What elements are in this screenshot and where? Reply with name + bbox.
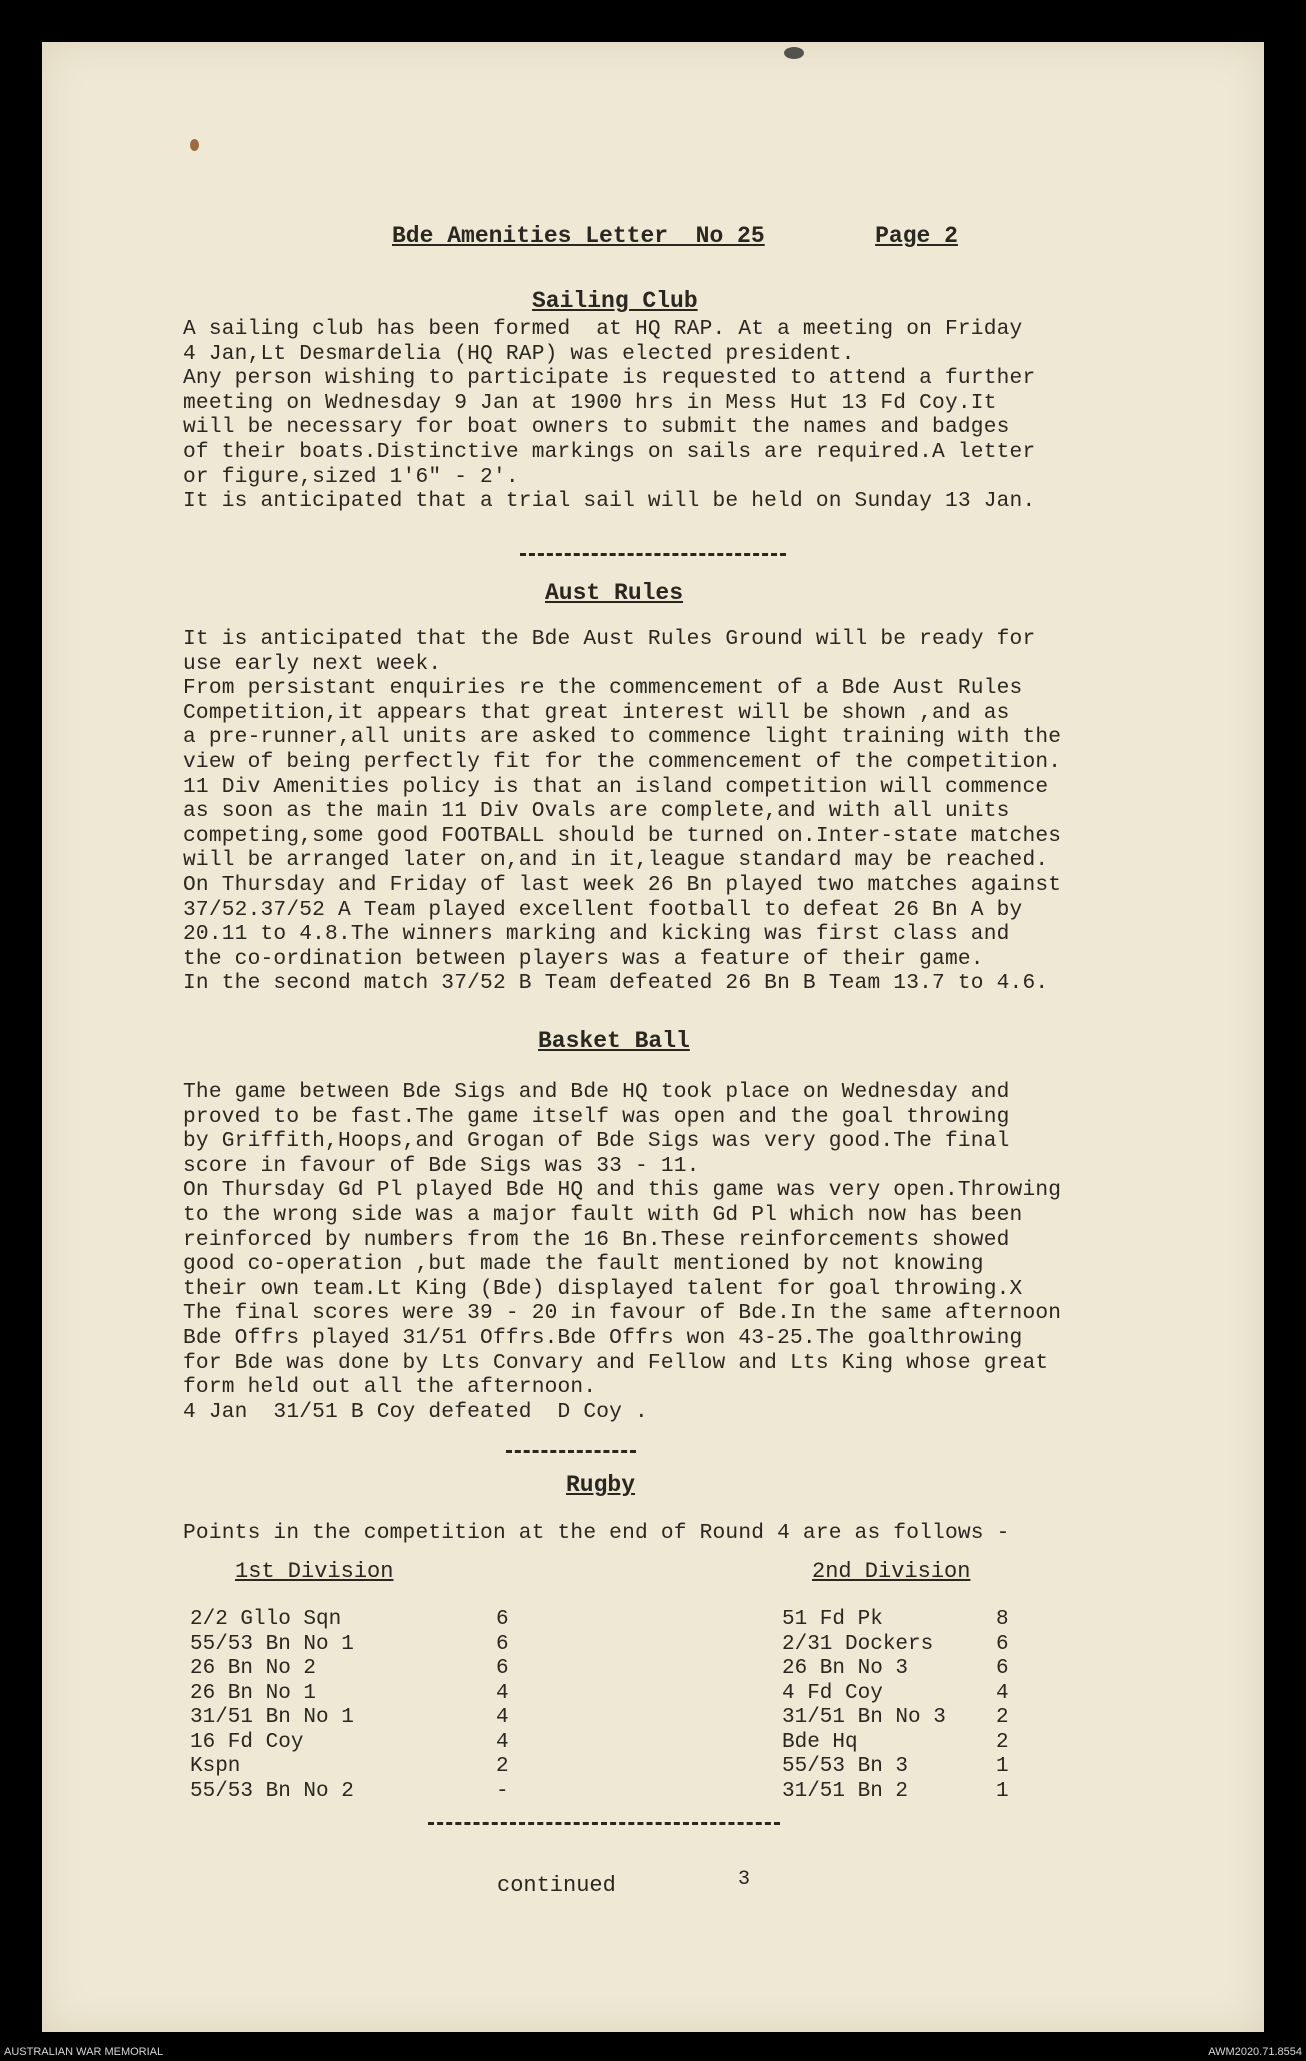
basket-ball-text: The game between Bde Sigs and Bde HQ took place on Wednesday and proved to be fast.The game itself was open and the goal throwing by Griffith,Hoops,and Grogan of Bde Sigs was very good.The final score in favour of Bde Sigs was 33 - 11. On Thursday Gd Pl played Bde HQ and this game was very open.Throwing to the wrong side was a major fault with Gd Pl which now has been reinforced by numbers from the 16 Bn.These reinforcements showed good co-operation ,but made the fault mentioned by not knowing their own team.Lt King (Bde) displayed talent for goal throwing.X The final scores were 39 - 20 in favour of Bde.In the same afternoon Bde Offrs played 31/51 Offrs.Bde Offrs won 43-25.The goalthrowing for Bde was done by Lts Convary and Fellow and Lts King whose great form held out all the afternoon. 4 Jan 31/51 B Coy defeated D Coy . xyxy=(183,1080,1062,1424)
table-row xyxy=(782,1731,1022,1756)
team-name: 31/51 Bn No 3 xyxy=(782,1706,946,1729)
team-name: 31/51 Bn 2 xyxy=(782,1779,909,1803)
paper-stain xyxy=(784,47,804,59)
team-points: 4 xyxy=(496,1706,509,1729)
table-row xyxy=(782,1780,1022,1805)
table-row xyxy=(190,1731,550,1756)
aust-rules-text: It is anticipated that the Bde Aust Rules Ground will be ready for use early next week. From persistant enquiries re the commencement of a Bde Aust Rules Competition,it appears that great interest will be shown ,and as a pre-runner,all units are asked to commence light training with the view of being perfectly fit for the commencement of the competition. 11 Div Amenities policy is that an island competition will commence as soon as the main 11 Div Ovals are complete,and with all units competing,some good FOOTBALL should be turned on.Inter-state matches will be arranged later on,and in it,league standard may be reached. On Thursday and Friday of last week 26 Bn played two matches against 37/52.37/52 A Team played excellent football to defeat 26 Bn A by 20.11 to 4.8.The winners marking and kicking was first class and the co-ordination between players was a feature of their game. In the second match 37/52 B Team defeated 26 Bn B Team 13.7 to 4.6. xyxy=(183,627,1062,996)
team-points: 4 xyxy=(996,1681,1009,1705)
table-row xyxy=(782,1706,1022,1731)
table-row xyxy=(190,1706,550,1731)
page-label: Page 2 xyxy=(875,223,958,249)
team-name: 26 Bn No 1 xyxy=(190,1681,317,1705)
table-row xyxy=(190,1608,550,1633)
table-row xyxy=(782,1633,1022,1658)
first-division-table xyxy=(190,1608,550,1804)
sailing-club-text: A sailing club has been formed at HQ RAP. At a meeting on Friday 4 Jan,Lt Desmardelia (HQ RAP) was elected president. Any person wishing to participate is requested to attend a further meeting on Wednesday 9 Jan at 1900 hrs in Mess Hut 13 Fd Coy.It will be necessary for boat owners to submit the names and badges of their boats.Distinctive markings on sails are required.A letter or figure,sized 1'6" - 2'. It is anticipated that a trial sail will be held on Sunday 13 Jan. xyxy=(183,317,1036,514)
table-row xyxy=(190,1633,550,1658)
team-name: Kspn xyxy=(190,1755,241,1778)
team-points: 8 xyxy=(996,1608,1009,1631)
heading-aust-rules: Aust Rules xyxy=(545,580,684,606)
section-divider xyxy=(506,1450,636,1453)
heading-basket-ball: Basket Ball xyxy=(538,1028,690,1054)
team-points: 6 xyxy=(496,1632,509,1656)
footer-left: AUSTRALIAN WAR MEMORIAL xyxy=(4,2046,164,2058)
team-points: 2 xyxy=(496,1755,509,1778)
continued-label: continued xyxy=(497,1873,616,1898)
table-row xyxy=(782,1657,1022,1682)
team-name: 2/31 Dockers xyxy=(782,1632,934,1656)
team-points: 1 xyxy=(996,1779,1009,1803)
table-row xyxy=(190,1657,550,1682)
rugby-intro: Points in the competition at the end of Round 4 are as follows - xyxy=(183,1521,1010,1545)
team-name: Bde Hq xyxy=(782,1730,858,1754)
team-name: 26 Bn No 2 xyxy=(190,1657,317,1680)
team-points: 6 xyxy=(496,1657,509,1680)
table-row xyxy=(782,1682,1022,1707)
team-name: 31/51 Bn No 1 xyxy=(190,1706,354,1729)
team-points: 6 xyxy=(996,1632,1009,1656)
section-divider xyxy=(520,553,786,556)
letter-title: Bde Amenities Letter No 25 xyxy=(392,223,765,249)
team-name: 16 Fd Coy xyxy=(190,1730,304,1754)
team-points: 4 xyxy=(496,1681,509,1705)
team-name: 51 Fd Pk xyxy=(782,1608,883,1631)
team-points: 4 xyxy=(496,1730,509,1754)
table-row xyxy=(190,1755,550,1780)
table-row xyxy=(782,1755,1022,1780)
team-name: 55/53 Bn No 2 xyxy=(190,1779,354,1803)
next-page-number: 3 xyxy=(738,1868,751,1891)
team-points: 6 xyxy=(496,1608,509,1631)
footer-right: AWM2020.71.8554 xyxy=(1208,2046,1302,2058)
paper-stain xyxy=(190,139,199,151)
team-points: 2 xyxy=(996,1730,1009,1754)
section-divider xyxy=(428,1822,780,1825)
table-row xyxy=(190,1780,550,1805)
team-name: 4 Fd Coy xyxy=(782,1681,883,1705)
team-points: 1 xyxy=(996,1755,1009,1778)
team-name: 2/2 Gllo Sqn xyxy=(190,1608,342,1631)
first-division-title: 1st Division xyxy=(235,1559,394,1584)
team-name: 55/53 Bn No 1 xyxy=(190,1632,354,1656)
heading-sailing-club: Sailing Club xyxy=(532,288,698,314)
heading-rugby: Rugby xyxy=(566,1472,636,1498)
team-name: 26 Bn No 3 xyxy=(782,1657,909,1680)
table-row xyxy=(782,1608,1022,1633)
team-points: - xyxy=(496,1779,509,1803)
second-division-title: 2nd Division xyxy=(812,1559,971,1584)
letter-header xyxy=(392,223,958,249)
team-points: 6 xyxy=(996,1657,1009,1680)
second-division-table xyxy=(782,1608,1022,1804)
table-row xyxy=(190,1682,550,1707)
team-points: 2 xyxy=(996,1706,1009,1729)
team-name: 55/53 Bn 3 xyxy=(782,1755,909,1778)
